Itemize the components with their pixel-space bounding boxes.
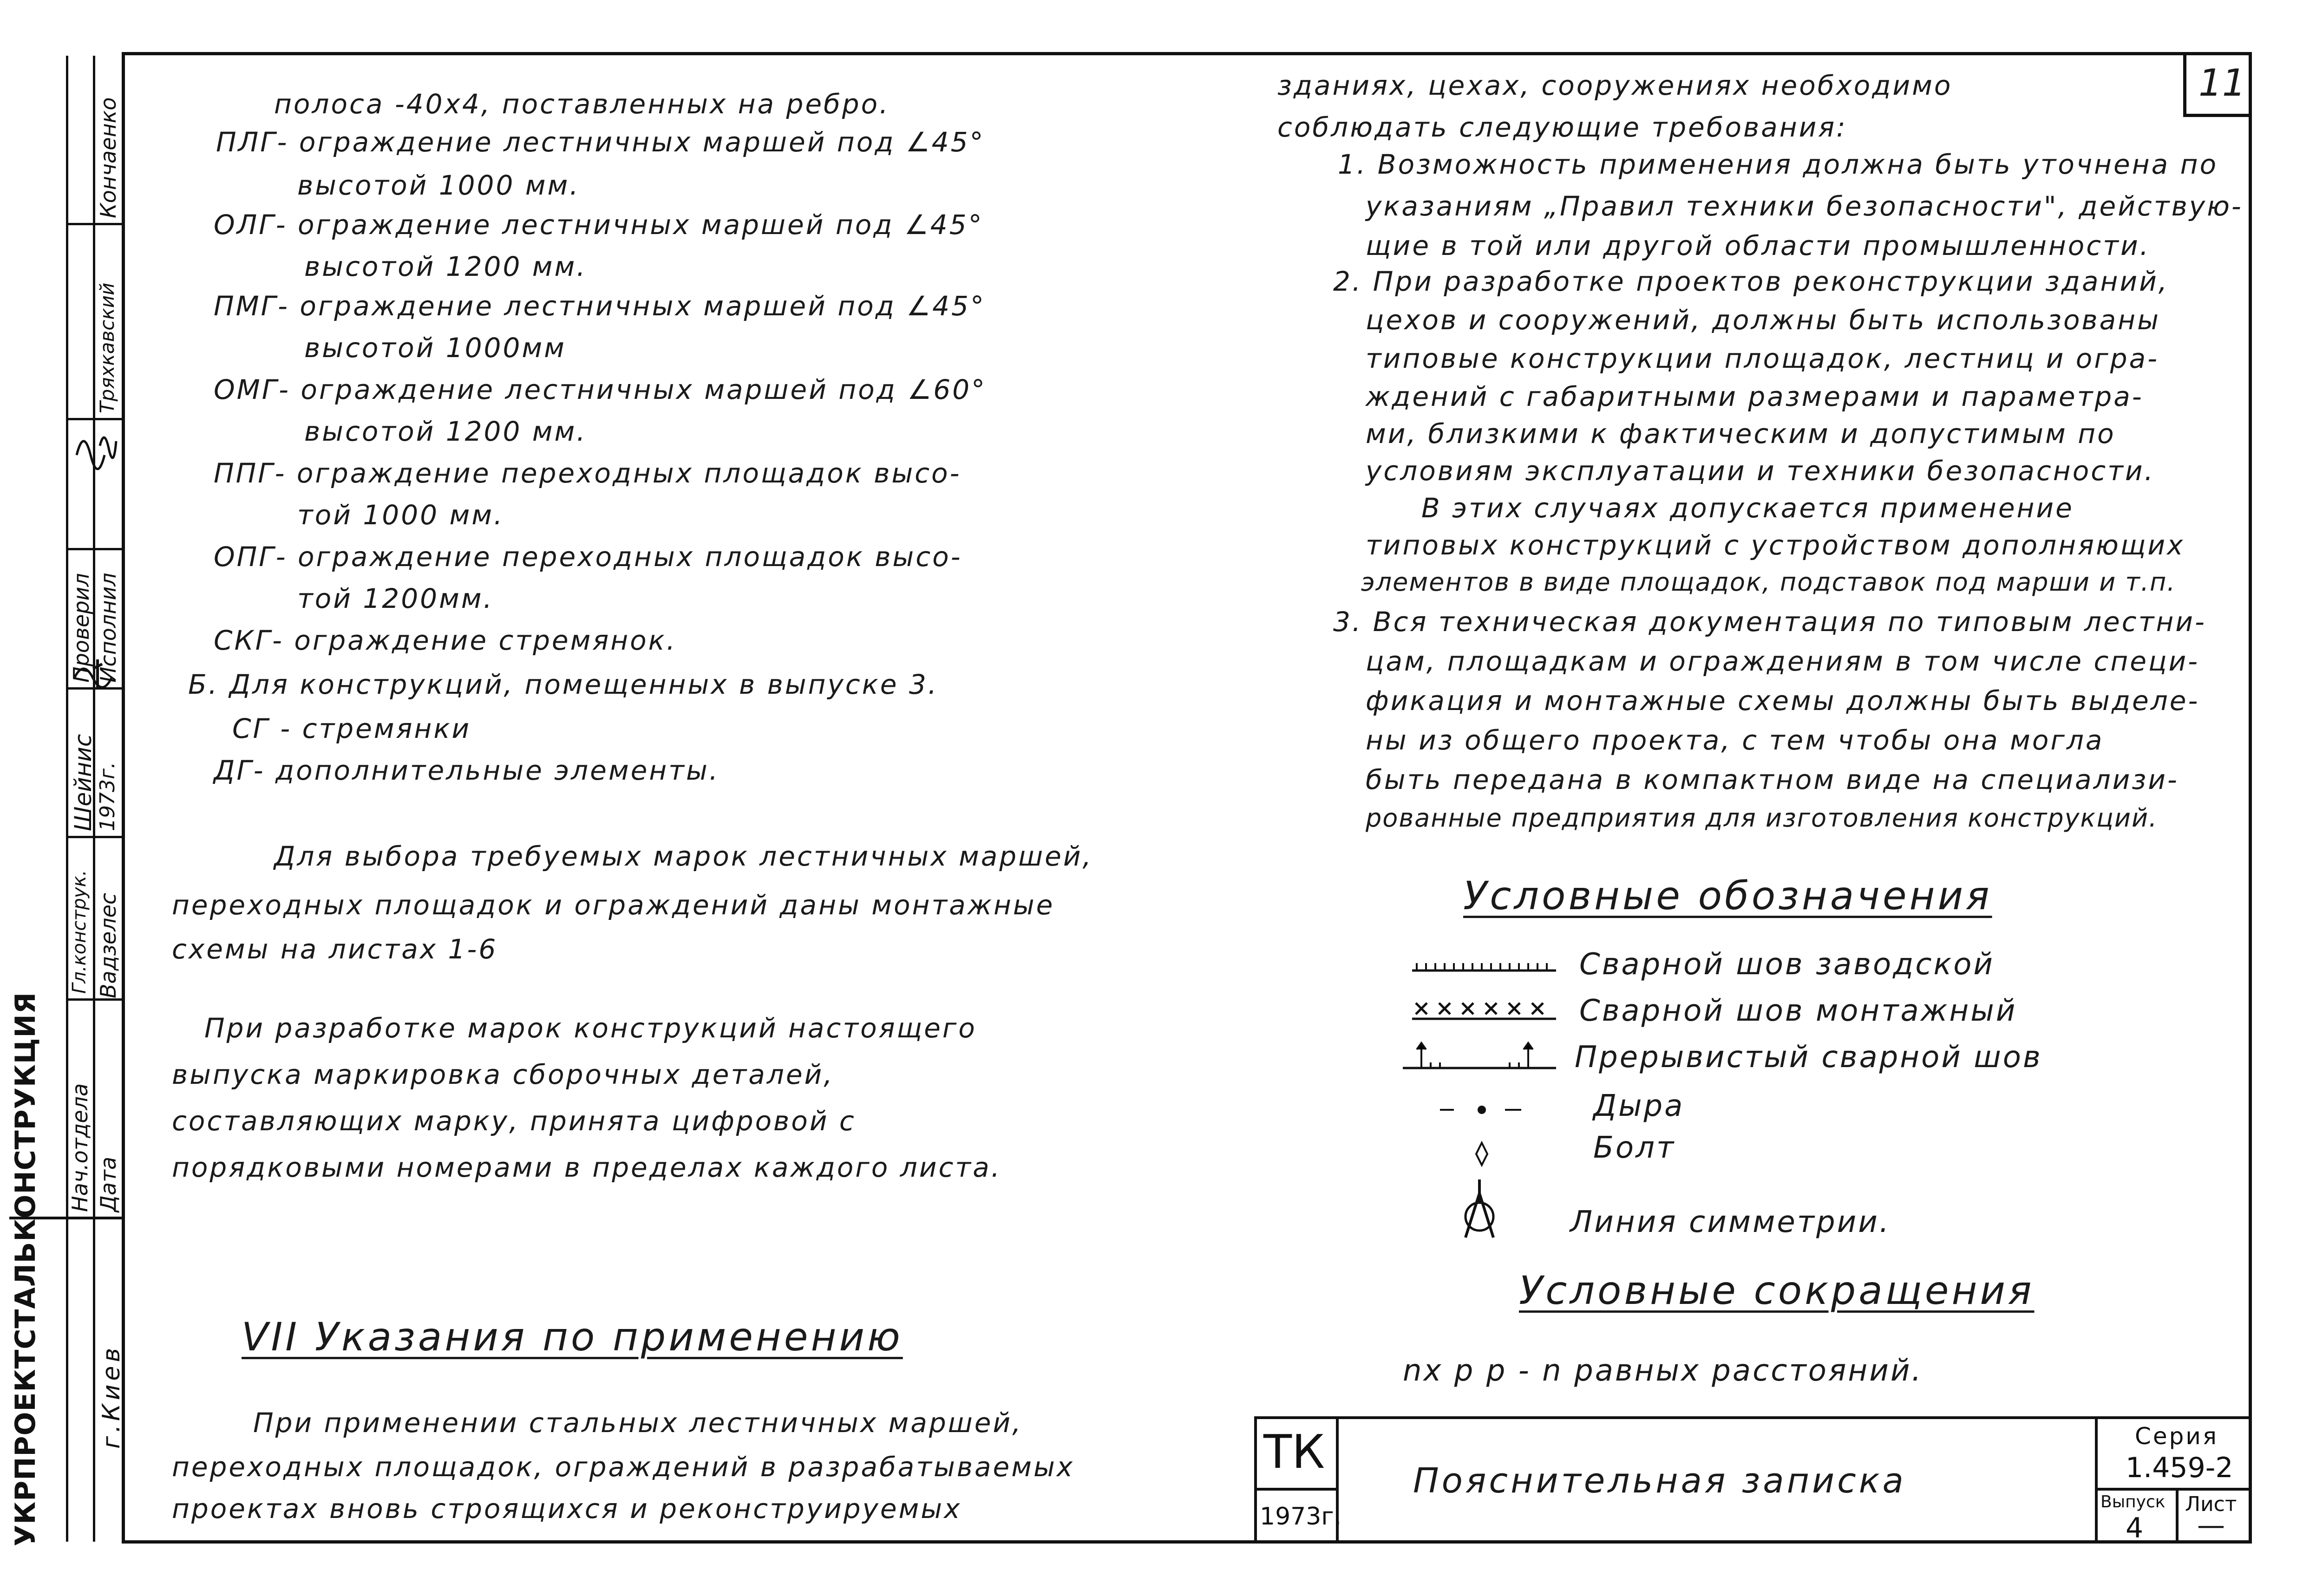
left-para-line: выпуска маркировка сборочных деталей, xyxy=(172,1059,834,1090)
legend-label: Сварной шов заводской xyxy=(1579,947,1995,982)
title-block-series-label: Серия xyxy=(2135,1423,2218,1450)
title-block-sheet-cell xyxy=(2176,1488,2252,1544)
abbr-line: nх р р - n равных расстояний. xyxy=(1403,1354,1923,1388)
org-city: г.Киев xyxy=(98,1344,125,1449)
left-line: СКГ- ограждение стремянок. xyxy=(214,625,677,656)
right-line: 3. Вся техническая документация по типовым лестни- xyxy=(1333,606,2206,638)
right-line: типовых конструкций с устройством дополняющих xyxy=(1366,529,2185,561)
right-line: ми, близкими к фактическим и допустимым по xyxy=(1366,418,2116,449)
left-line: высотой 1000 мм. xyxy=(297,169,580,201)
left-line: ПМГ- ограждение лестничных маршей под ∠45° xyxy=(214,290,986,322)
legend-label: Сварной шов монтажный xyxy=(1579,994,2017,1028)
left-line: той 1200мм. xyxy=(297,583,494,614)
legend-label: Дыра xyxy=(1593,1089,1685,1123)
stamp-year: 1973г. xyxy=(96,762,119,831)
left-line: ОМГ- ограждение лестничных маршей под ∠60° xyxy=(214,374,987,405)
left-line: ДГ- дополнительные элементы. xyxy=(214,755,720,786)
right-line: быть передана в компактном виде на специализи- xyxy=(1366,764,2179,795)
left-line: высотой 1200 мм. xyxy=(304,251,587,282)
right-line: условиям эксплуатации и техники безопасности. xyxy=(1366,455,2155,487)
legend-title: Условные обозначения xyxy=(1463,873,1992,919)
right-line: В этих случаях допускается применение xyxy=(1421,492,2074,524)
left-para-line: схемы на листах 1-6 xyxy=(172,933,498,965)
title-block-issue-label: Выпуск xyxy=(2100,1492,2166,1511)
left-line: ОЛГ- ограждение лестничных маршей под ∠45° xyxy=(214,209,984,241)
right-line: рованные предприятия для изготовления конструкций. xyxy=(1366,803,2158,833)
left-section-line: переходных площадок, ограждений в разрабатываемых xyxy=(172,1451,1075,1483)
legend-label: Болт xyxy=(1593,1131,1676,1165)
left-section-line: проектах вновь строящихся и реконструируемых xyxy=(172,1493,962,1524)
stamp-name-checked: Тряхкавский xyxy=(96,282,118,413)
right-line: зданиях, цехах, сооружениях необходимо xyxy=(1277,70,1953,101)
page-number-box xyxy=(2183,52,2252,117)
title-block-series-value: 1.459-2 xyxy=(2126,1452,2233,1484)
title-block-code: ТК xyxy=(1263,1425,1325,1479)
right-line: 2. При разработке проектов реконструкции зданий, xyxy=(1333,266,2169,297)
page-number: 11 xyxy=(2198,61,2246,104)
stamp-role-head: Нач.отдела xyxy=(67,1083,92,1212)
org-name: УКРПРОЕКТСТАЛЬКОНСТРУКЦИЯ xyxy=(9,992,42,1546)
left-para-line: переходных площадок и ограждений даны монтажные xyxy=(172,889,1055,921)
stamp-name-head: Шейнис xyxy=(70,734,97,831)
left-section-line: При применении стальных лестничных маршей, xyxy=(253,1407,1023,1439)
right-line: ждений с габаритными размерами и параметра- xyxy=(1366,381,2144,412)
title-block-title-cell xyxy=(1336,1416,2098,1544)
right-line: указаниям „Правил техники безопасности", действую- xyxy=(1366,190,2243,222)
title-block-sheet-value: — xyxy=(2197,1509,2225,1542)
left-line: высотой 1000мм xyxy=(304,332,566,364)
left-line: ОПГ- ограждение переходных площадок высо- xyxy=(214,541,962,573)
right-line: щие в той или другой области промышленности. xyxy=(1366,230,2151,261)
left-line: СГ - стремянки xyxy=(232,713,471,744)
left-line: полоса -40х4, поставленных на ребро. xyxy=(274,88,890,120)
site-weld-symbol-icon xyxy=(1412,998,1561,1022)
signature-marks xyxy=(65,418,121,743)
stamp-name-executed: Кончаенко xyxy=(96,97,121,218)
right-line: соблюдать следующие требования: xyxy=(1277,111,1847,143)
legend-label: Линия симметрии. xyxy=(1570,1205,1891,1239)
left-line: ППГ- ограждение переходных площадок высо- xyxy=(214,457,962,489)
title-block-year-cell xyxy=(1254,1488,1342,1544)
title-block xyxy=(1254,1416,2252,1544)
title-block-title: Пояснительная записка xyxy=(1413,1461,1906,1501)
stamp-role-executed: Исполнил xyxy=(96,573,121,683)
stamp-date-name: Вадзелес xyxy=(96,892,121,998)
right-line: ны из общего проекта, с тем чтобы она могла xyxy=(1366,724,2104,756)
left-line: Б. Для конструкций, помещенных в выпуске 3. xyxy=(188,669,939,700)
intermittent-weld-symbol-icon xyxy=(1403,1036,1561,1073)
left-line: той 1000 мм. xyxy=(297,499,504,531)
title-block-sheet-label: Лист xyxy=(2185,1492,2237,1516)
legend-label: Прерывистый сварной шов xyxy=(1575,1040,2042,1075)
section-title: VII Указания по применению xyxy=(242,1314,903,1360)
right-line: элементов в виде площадок, подставок под марши и т.п. xyxy=(1361,567,2176,597)
symmetry-line-symbol-icon xyxy=(1459,1179,1500,1240)
bolt-symbol-icon xyxy=(1472,1140,1491,1168)
left-line: ПЛГ- ограждение лестничных маршей под ∠45° xyxy=(216,126,985,158)
side-stamp-strip xyxy=(0,0,125,1596)
shop-weld-symbol-icon xyxy=(1412,957,1561,975)
left-para-line: Для выбора требуемых марок лестничных маршей, xyxy=(274,840,1093,872)
abbr-title: Условные сокращения xyxy=(1519,1268,2035,1313)
right-line: цехов и сооружений, должны быть использованы xyxy=(1366,304,2160,336)
left-para-line: При разработке марок конструкций настоящего xyxy=(204,1012,977,1044)
hole-symbol-icon xyxy=(1440,1101,1524,1119)
title-block-issue-cell xyxy=(2095,1488,2179,1544)
title-block-issue-value: 4 xyxy=(2126,1512,2144,1544)
right-line: типовые конструкции площадок, лестниц и огра- xyxy=(1366,343,2159,374)
title-block-series-cell xyxy=(2095,1416,2252,1491)
left-para-line: составляющих марку, принята цифровой с xyxy=(172,1105,856,1137)
left-para-line: порядковыми номерами в пределах каждого листа. xyxy=(172,1152,1002,1183)
left-line: высотой 1200 мм. xyxy=(304,416,587,447)
stamp-role-checked: Проверил xyxy=(69,573,94,683)
right-line: цам, площадкам и ограждениям в том числе специ- xyxy=(1366,645,2200,677)
title-block-year: 1973г. xyxy=(1260,1503,1342,1531)
stamp-role-chief: Гл.конструк. xyxy=(69,870,90,994)
title-block-code-cell xyxy=(1254,1416,1339,1491)
right-line: 1. Возможность применения должна быть уточнена по xyxy=(1338,149,2218,180)
right-line: фикация и монтажные схемы должны быть выделе- xyxy=(1366,685,2200,717)
stamp-date-label: Дата xyxy=(96,1156,121,1212)
